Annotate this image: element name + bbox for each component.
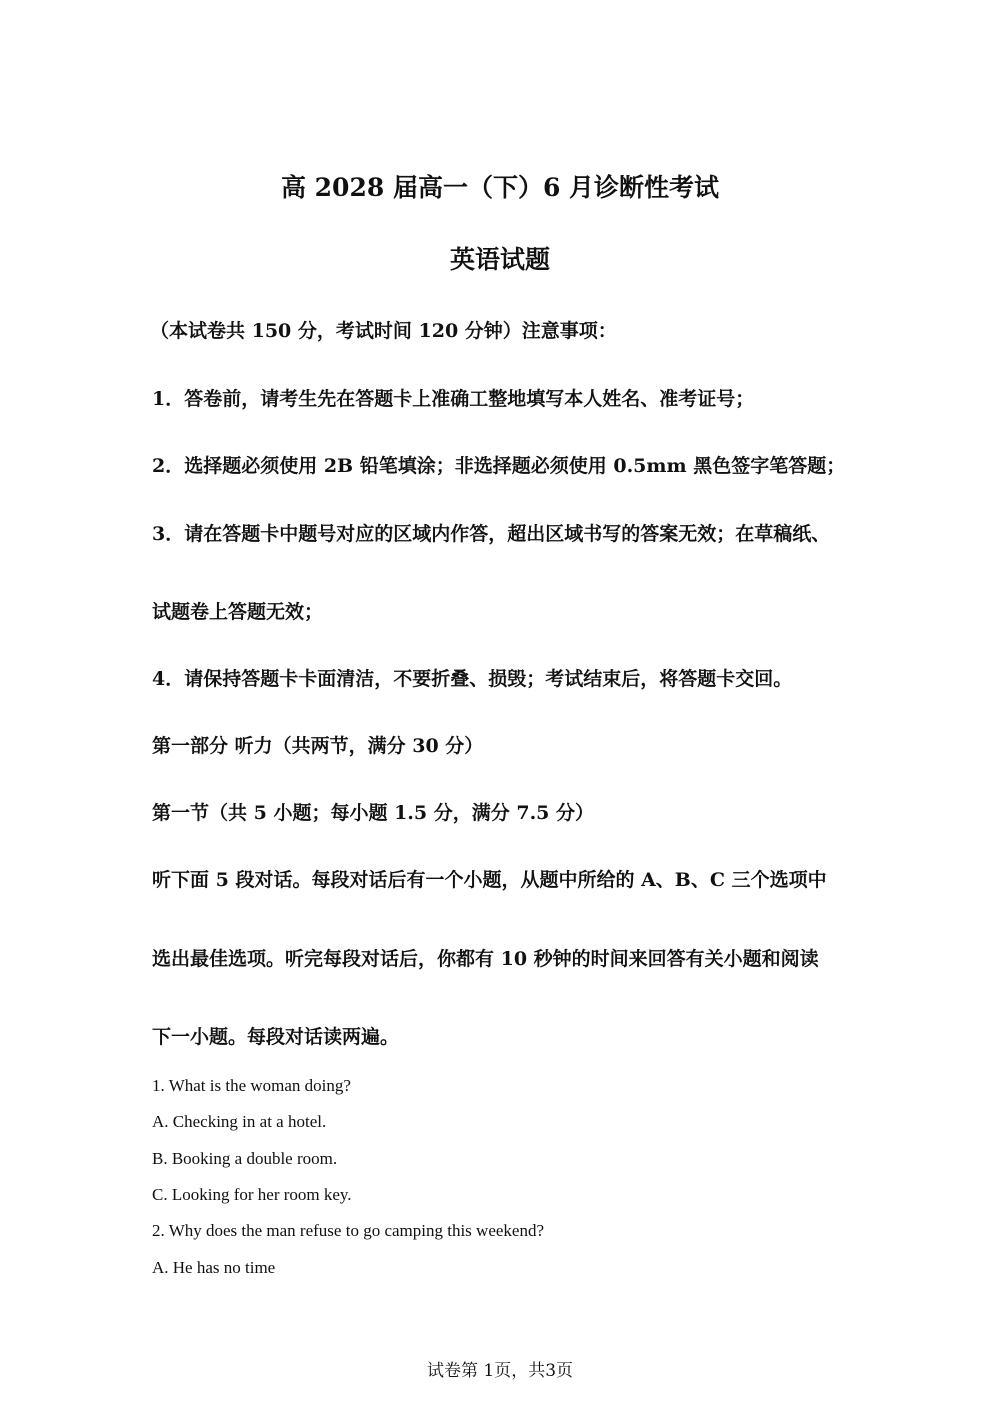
directions-line-3: 下一小题。每段对话读两遍。 [152,1026,400,1048]
section1-heading: 第一节（共 5 小题；每小题 1.5 分，满分 7.5 分） [152,802,595,824]
page-footer: 试卷第 1页，共3页 [426,1361,574,1381]
directions-line-2: 选出最佳选项。听完每段对话后，你都有 10 秒钟的时间来回答有关小题和阅读 [152,948,819,970]
question-2-option-a: A. He has no time [152,1258,276,1277]
part1-heading: 第一部分 听力（共两节，满分 30 分） [152,735,484,757]
instruction-item-4: 4．请保持答题卡卡面清洁，不要折叠、损毁；考试结束后，将答题卡交回。 [152,668,793,690]
instruction-item-2: 2．选择题必须使用 2B 铅笔填涂；非选择题必须使用 0.5mm 黑色签字笔答题； [152,455,846,477]
question-2: 2. Why does the man refuse to go camping this weekend? [152,1221,544,1240]
directions-line-1: 听下面 5 段对话。每段对话后有一个小题，从题中所给的 A、B、C 三个选项中 [152,869,827,891]
exam-title: 高 2028 届高一（下）6 月诊断性考试 [280,173,720,202]
exam-intro: （本试卷共 150 分，考试时间 120 分钟）注意事项： [150,320,617,342]
instruction-item-1: 1．答卷前，请考生先在答题卡上准确工整地填写本人姓名、准考证号； [152,388,755,410]
question-1-option-c: C. Looking for her room key. [152,1185,352,1204]
question-1: 1. What is the woman doing? [152,1076,351,1095]
instruction-item-3-line-1: 3．请在答题卡中题号对应的区域内作答，超出区域书写的答案无效；在草稿纸、 [152,523,831,545]
question-1-option-a: A. Checking in at a hotel. [152,1112,327,1131]
exam-subtitle: 英语试题 [449,245,550,274]
question-1-option-b: B. Booking a double room. [152,1149,338,1168]
instruction-item-3-line-2: 试题卷上答题无效； [152,601,324,623]
